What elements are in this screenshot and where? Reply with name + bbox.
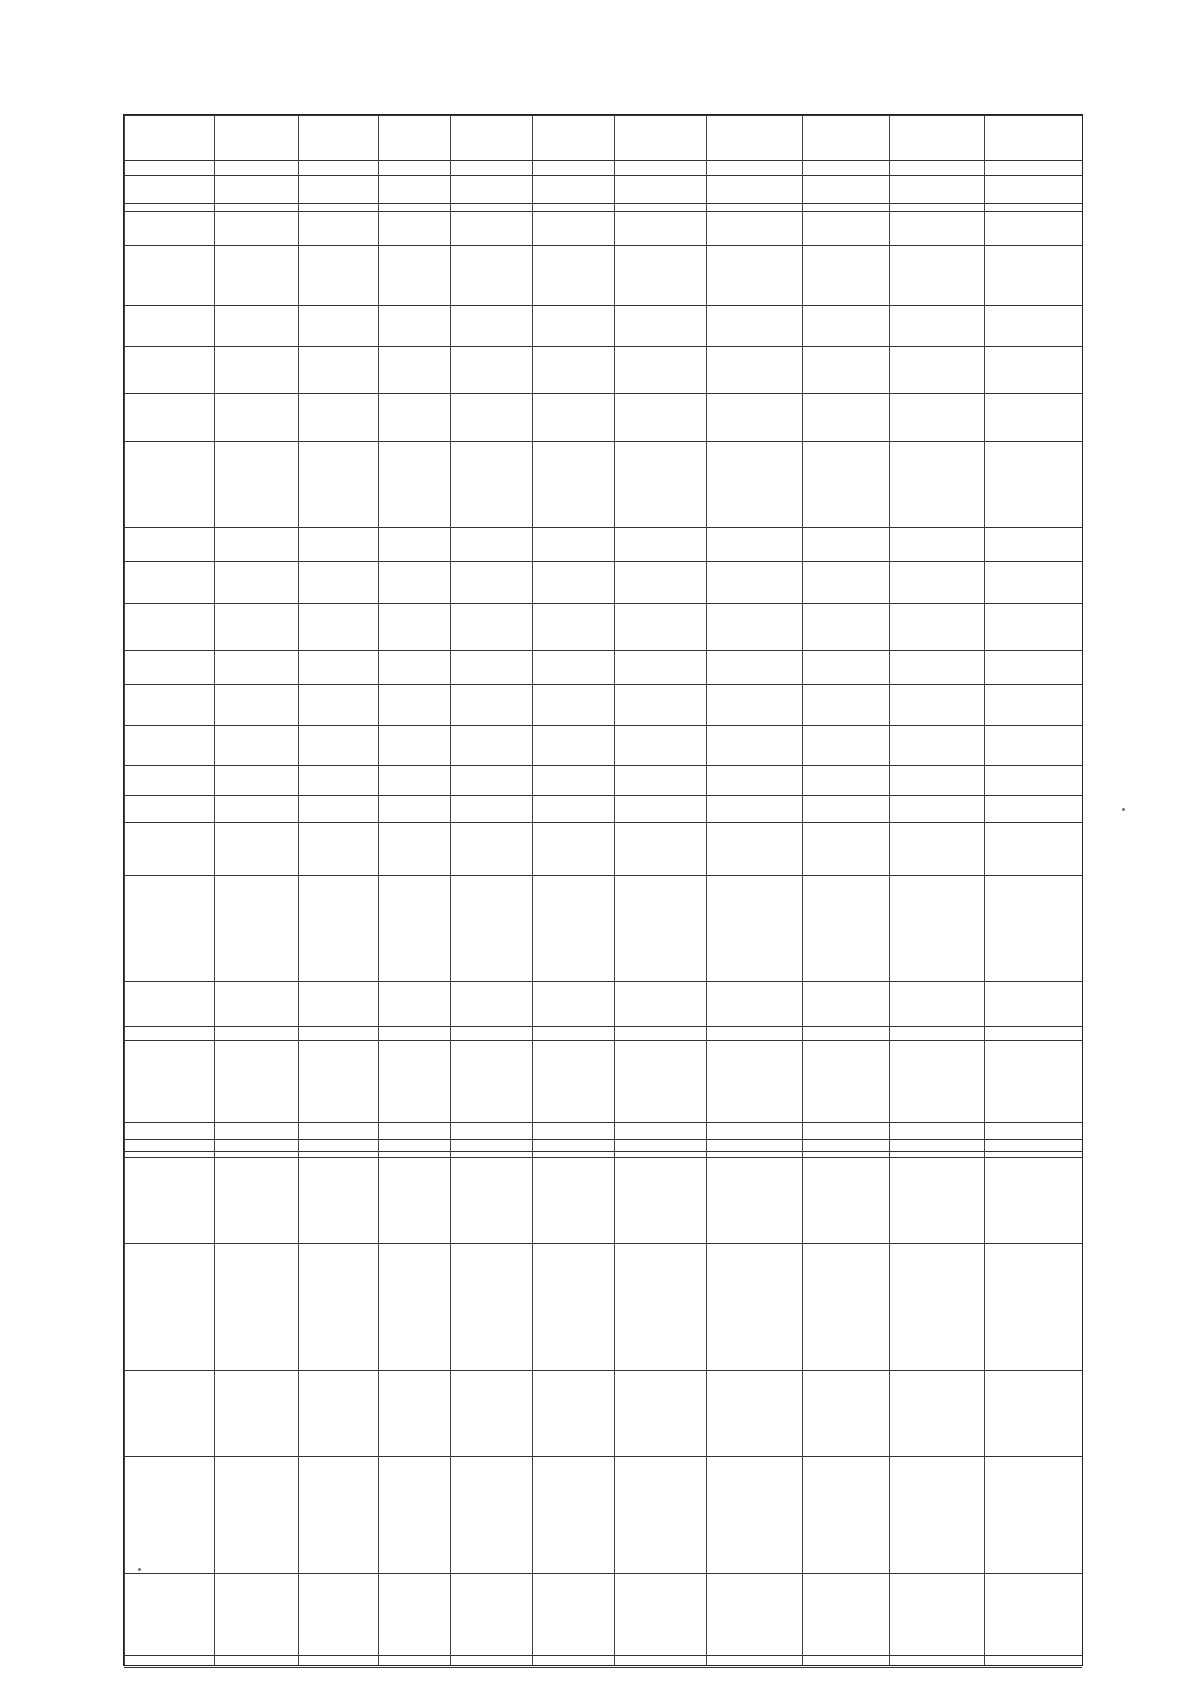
table-column-rule bbox=[124, 115, 125, 1665]
table-column-rule bbox=[984, 115, 985, 1665]
table-row-rule bbox=[124, 346, 1082, 347]
table-row-rule bbox=[124, 211, 1082, 212]
table-row-rule bbox=[124, 441, 1082, 442]
table-row-rule bbox=[124, 1040, 1082, 1041]
table-column-rule bbox=[802, 115, 803, 1665]
table-row-rule bbox=[124, 1667, 1082, 1668]
table-row-rule bbox=[124, 175, 1082, 176]
table-row-rule bbox=[124, 1573, 1082, 1574]
table-row-rule bbox=[124, 875, 1082, 876]
table-column-rule bbox=[378, 115, 379, 1665]
table-row-rule bbox=[124, 245, 1082, 246]
table-row-rule bbox=[124, 1151, 1082, 1152]
table-row-rule bbox=[124, 981, 1082, 982]
table-column-rule bbox=[298, 115, 299, 1665]
table-row-rule bbox=[124, 527, 1082, 528]
table-row-rule bbox=[124, 561, 1082, 562]
table-row-rule bbox=[124, 795, 1082, 796]
table-column-rule bbox=[889, 115, 890, 1665]
table-row-rule bbox=[124, 1370, 1082, 1371]
table-row-rule bbox=[124, 725, 1082, 726]
table-row-rule bbox=[124, 1139, 1082, 1140]
table-column-rule bbox=[614, 115, 615, 1665]
table-row-rule bbox=[124, 203, 1082, 204]
table-row-rule bbox=[124, 650, 1082, 651]
table-column-rule bbox=[706, 115, 707, 1665]
table-row-rule bbox=[124, 160, 1082, 161]
table-row-rule bbox=[124, 393, 1082, 394]
table-row-rule bbox=[124, 1122, 1082, 1123]
table-row-rule bbox=[124, 1243, 1082, 1244]
table-row-rule bbox=[124, 822, 1082, 823]
table-row-rule bbox=[124, 603, 1082, 604]
rotated-register-table bbox=[123, 114, 1083, 1666]
table-row-rule bbox=[124, 684, 1082, 685]
table-row-rule bbox=[124, 1456, 1082, 1457]
table-row-rule bbox=[124, 765, 1082, 766]
table-row-rule bbox=[124, 305, 1082, 306]
table-column-rule bbox=[450, 115, 451, 1665]
table-row-rule bbox=[124, 1655, 1082, 1656]
table-column-rule bbox=[214, 115, 215, 1665]
scan-speck bbox=[1122, 808, 1125, 811]
table-row-rule bbox=[124, 1026, 1082, 1027]
table-row-rule bbox=[124, 115, 1082, 116]
table-row-rule bbox=[124, 1157, 1082, 1158]
table-column-rule bbox=[532, 115, 533, 1665]
